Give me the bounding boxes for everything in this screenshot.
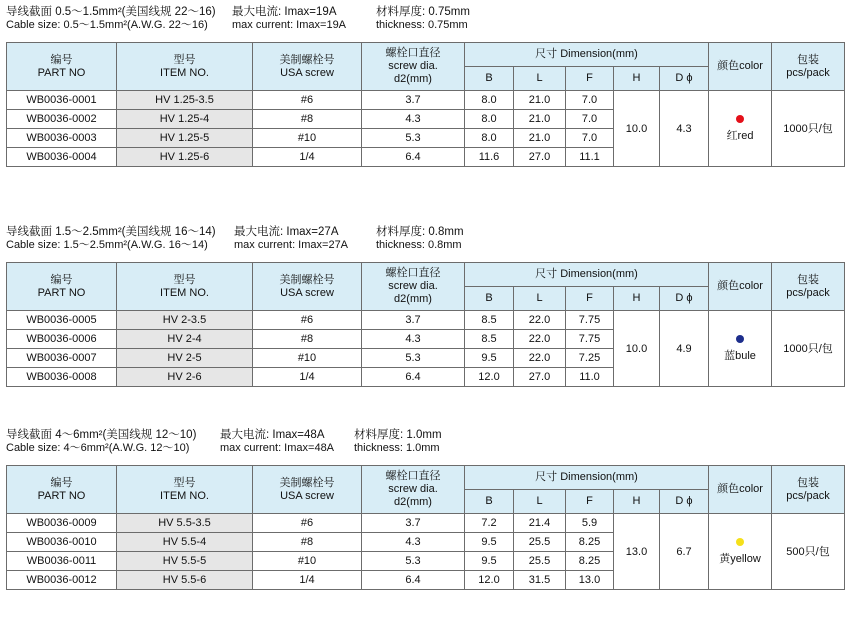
thickness-en: thickness: 0.75mm xyxy=(376,19,468,31)
part-no-header: 编号 PART NO xyxy=(7,43,117,91)
part-no-cell: WB0036-0001 xyxy=(7,91,117,110)
dim-l-header: L xyxy=(514,490,566,514)
dim-l-cell: 22.0 xyxy=(514,330,566,349)
screw-dia-cell: 4.3 xyxy=(362,110,465,129)
max-current-en: max current: Imax=48A xyxy=(220,442,335,454)
dimension-header: 尺寸 Dimension(mm) xyxy=(465,43,709,67)
thickness-cn: 材料厚度: 1.0mm xyxy=(354,429,442,441)
dim-f-cell: 5.9 xyxy=(566,514,614,533)
color-label: 黄yellow xyxy=(719,552,761,565)
dim-h-cell: 10.0 xyxy=(614,91,660,167)
part-no-cell: WB0036-0012 xyxy=(7,571,117,590)
dim-b-header: B xyxy=(465,490,514,514)
usa-screw-cell: #10 xyxy=(253,552,362,571)
dim-l-cell: 27.0 xyxy=(514,148,566,167)
item-no-cell: HV 5.5-3.5 xyxy=(117,514,253,533)
dim-d-cell: 4.9 xyxy=(660,311,709,387)
dim-b-cell: 8.5 xyxy=(465,311,514,330)
pack-cell: 1000只/包 xyxy=(772,91,845,167)
color-label: 蓝bule xyxy=(724,349,756,362)
spec-table xyxy=(6,42,845,167)
usa-screw-cell: #6 xyxy=(253,311,362,330)
dim-d-header: D ϕ xyxy=(660,287,709,311)
item-no-cell: HV 2-4 xyxy=(117,330,253,349)
usa-screw-cell: #8 xyxy=(253,330,362,349)
screw-dia-header: 螺栓口直径 screw dia. d2(mm) xyxy=(362,466,465,514)
usa-screw-cell: #6 xyxy=(253,91,362,110)
thickness-cn: 材料厚度: 0.75mm xyxy=(376,6,470,18)
dimension-header: 尺寸 Dimension(mm) xyxy=(465,263,709,287)
max-current-cn: 最大电流: Imax=19A xyxy=(232,6,337,18)
dim-d-cell: 6.7 xyxy=(660,514,709,590)
section-header xyxy=(6,428,846,458)
part-no-header: 编号 PART NO xyxy=(7,263,117,311)
dim-l-cell: 22.0 xyxy=(514,311,566,330)
dim-b-cell: 8.0 xyxy=(465,129,514,148)
item-no-header: 型号 ITEM NO. xyxy=(117,466,253,514)
usa-screw-cell: #10 xyxy=(253,349,362,368)
spec-table xyxy=(6,465,845,590)
dim-d-cell: 4.3 xyxy=(660,91,709,167)
color-cell xyxy=(709,311,772,387)
cable-size-cn: 导线截面 4～6mm²(美国线规 12～10) xyxy=(6,429,197,441)
dim-l-cell: 21.0 xyxy=(514,110,566,129)
usa-screw-header: 美制螺栓号 USA screw xyxy=(253,43,362,91)
usa-screw-cell: #8 xyxy=(253,110,362,129)
dim-l-cell: 31.5 xyxy=(514,571,566,590)
dim-d-header: D ϕ xyxy=(660,67,709,91)
dim-l-header: L xyxy=(514,287,566,311)
dim-f-cell: 7.25 xyxy=(566,349,614,368)
part-no-cell: WB0036-0002 xyxy=(7,110,117,129)
pack-header: 包装 pcs/pack xyxy=(772,43,845,91)
part-no-cell: WB0036-0007 xyxy=(7,349,117,368)
dim-f-cell: 11.1 xyxy=(566,148,614,167)
cable-size-en: Cable size: 4～6mm²(A.W.G. 12～10) xyxy=(6,442,190,454)
screw-dia-cell: 6.4 xyxy=(362,148,465,167)
dim-b-cell: 9.5 xyxy=(465,533,514,552)
color-header: 颜色color xyxy=(709,43,772,91)
dim-h-header: H xyxy=(614,490,660,514)
max-current-cn: 最大电流: Imax=27A xyxy=(234,226,339,238)
item-no-cell: HV 2-3.5 xyxy=(117,311,253,330)
dim-f-cell: 7.0 xyxy=(566,129,614,148)
table-row xyxy=(7,514,845,533)
dim-l-header: L xyxy=(514,67,566,91)
dim-l-cell: 27.0 xyxy=(514,368,566,387)
screw-dia-cell: 3.7 xyxy=(362,91,465,110)
color-cell xyxy=(709,91,772,167)
cable-size-cn: 导线截面 1.5～2.5mm²(美国线规 16～14) xyxy=(6,226,216,238)
color-cell xyxy=(709,514,772,590)
screw-dia-header: 螺栓口直径 screw dia. d2(mm) xyxy=(362,263,465,311)
part-no-cell: WB0036-0010 xyxy=(7,533,117,552)
dim-b-cell: 12.0 xyxy=(465,368,514,387)
table-row xyxy=(7,91,845,110)
thickness-en: thickness: 0.8mm xyxy=(376,239,462,251)
item-no-cell: HV 1.25-5 xyxy=(117,129,253,148)
item-no-cell: HV 1.25-3.5 xyxy=(117,91,253,110)
screw-dia-cell: 4.3 xyxy=(362,330,465,349)
dim-l-cell: 21.0 xyxy=(514,129,566,148)
usa-screw-header: 美制螺栓号 USA screw xyxy=(253,263,362,311)
dim-b-cell: 8.0 xyxy=(465,110,514,129)
usa-screw-header: 美制螺栓号 USA screw xyxy=(253,466,362,514)
item-no-cell: HV 1.25-4 xyxy=(117,110,253,129)
dim-b-cell: 9.5 xyxy=(465,552,514,571)
dim-f-header: F xyxy=(566,287,614,311)
part-no-cell: WB0036-0005 xyxy=(7,311,117,330)
part-no-cell: WB0036-0008 xyxy=(7,368,117,387)
screw-dia-cell: 5.3 xyxy=(362,552,465,571)
dim-b-cell: 9.5 xyxy=(465,349,514,368)
item-no-cell: HV 2-6 xyxy=(117,368,253,387)
part-no-cell: WB0036-0009 xyxy=(7,514,117,533)
item-no-cell: HV 5.5-4 xyxy=(117,533,253,552)
dim-h-cell: 13.0 xyxy=(614,514,660,590)
item-no-cell: HV 5.5-6 xyxy=(117,571,253,590)
dim-f-cell: 7.0 xyxy=(566,91,614,110)
usa-screw-cell: 1/4 xyxy=(253,148,362,167)
screw-dia-cell: 5.3 xyxy=(362,349,465,368)
part-no-cell: WB0036-0003 xyxy=(7,129,117,148)
dim-f-cell: 7.75 xyxy=(566,330,614,349)
part-no-cell: WB0036-0004 xyxy=(7,148,117,167)
screw-dia-cell: 6.4 xyxy=(362,368,465,387)
item-no-cell: HV 5.5-5 xyxy=(117,552,253,571)
usa-screw-cell: #8 xyxy=(253,533,362,552)
dim-b-cell: 8.0 xyxy=(465,91,514,110)
dim-l-cell: 22.0 xyxy=(514,349,566,368)
screw-dia-header: 螺栓口直径 screw dia. d2(mm) xyxy=(362,43,465,91)
part-no-header: 编号 PART NO xyxy=(7,466,117,514)
screw-dia-cell: 3.7 xyxy=(362,514,465,533)
max-current-en: max current: Imax=27A xyxy=(234,239,349,251)
spec-table xyxy=(6,262,845,387)
color-header: 颜色color xyxy=(709,466,772,514)
dim-b-cell: 8.5 xyxy=(465,330,514,349)
cable-size-en: Cable size: 1.5～2.5mm²(A.W.G. 16～14) xyxy=(6,239,208,251)
dim-f-cell: 8.25 xyxy=(566,533,614,552)
item-no-header: 型号 ITEM NO. xyxy=(117,263,253,311)
color-header: 颜色color xyxy=(709,263,772,311)
dim-b-cell: 7.2 xyxy=(465,514,514,533)
item-no-cell: HV 2-5 xyxy=(117,349,253,368)
dim-f-cell: 11.0 xyxy=(566,368,614,387)
usa-screw-cell: 1/4 xyxy=(253,368,362,387)
cable-size-en: Cable size: 0.5～1.5mm²(A.W.G. 22～16) xyxy=(6,19,208,31)
dim-d-header: D ϕ xyxy=(660,490,709,514)
item-no-cell: HV 1.25-6 xyxy=(117,148,253,167)
color-dot-icon xyxy=(736,538,744,546)
max-current-en: max current: Imax=19A xyxy=(232,19,347,31)
dim-l-cell: 25.5 xyxy=(514,552,566,571)
dim-h-cell: 10.0 xyxy=(614,311,660,387)
dim-b-header: B xyxy=(465,287,514,311)
dim-f-cell: 7.0 xyxy=(566,110,614,129)
dim-f-cell: 8.25 xyxy=(566,552,614,571)
usa-screw-cell: #10 xyxy=(253,129,362,148)
dim-h-header: H xyxy=(614,67,660,91)
pack-header: 包装 pcs/pack xyxy=(772,466,845,514)
pack-header: 包装 pcs/pack xyxy=(772,263,845,311)
dim-f-cell: 13.0 xyxy=(566,571,614,590)
dim-h-header: H xyxy=(614,287,660,311)
part-no-cell: WB0036-0011 xyxy=(7,552,117,571)
dimension-header: 尺寸 Dimension(mm) xyxy=(465,466,709,490)
color-dot-icon xyxy=(736,335,744,343)
dim-l-cell: 21.4 xyxy=(514,514,566,533)
table-row xyxy=(7,311,845,330)
pack-cell: 1000只/包 xyxy=(772,311,845,387)
dim-b-header: B xyxy=(465,67,514,91)
dim-f-cell: 7.75 xyxy=(566,311,614,330)
screw-dia-cell: 3.7 xyxy=(362,311,465,330)
max-current-cn: 最大电流: Imax=48A xyxy=(220,429,325,441)
thickness-cn: 材料厚度: 0.8mm xyxy=(376,226,464,238)
screw-dia-cell: 5.3 xyxy=(362,129,465,148)
usa-screw-cell: #6 xyxy=(253,514,362,533)
dim-l-cell: 21.0 xyxy=(514,91,566,110)
part-no-cell: WB0036-0006 xyxy=(7,330,117,349)
dim-f-header: F xyxy=(566,490,614,514)
section-header xyxy=(6,5,846,35)
thickness-en: thickness: 1.0mm xyxy=(354,442,440,454)
item-no-header: 型号 ITEM NO. xyxy=(117,43,253,91)
usa-screw-cell: 1/4 xyxy=(253,571,362,590)
dim-f-header: F xyxy=(566,67,614,91)
dim-l-cell: 25.5 xyxy=(514,533,566,552)
pack-cell: 500只/包 xyxy=(772,514,845,590)
section-header xyxy=(6,225,846,255)
screw-dia-cell: 4.3 xyxy=(362,533,465,552)
screw-dia-cell: 6.4 xyxy=(362,571,465,590)
dim-b-cell: 11.6 xyxy=(465,148,514,167)
dim-b-cell: 12.0 xyxy=(465,571,514,590)
color-dot-icon xyxy=(736,115,744,123)
cable-size-cn: 导线截面 0.5～1.5mm²(美国线规 22～16) xyxy=(6,6,216,18)
color-label: 红red xyxy=(726,129,754,142)
